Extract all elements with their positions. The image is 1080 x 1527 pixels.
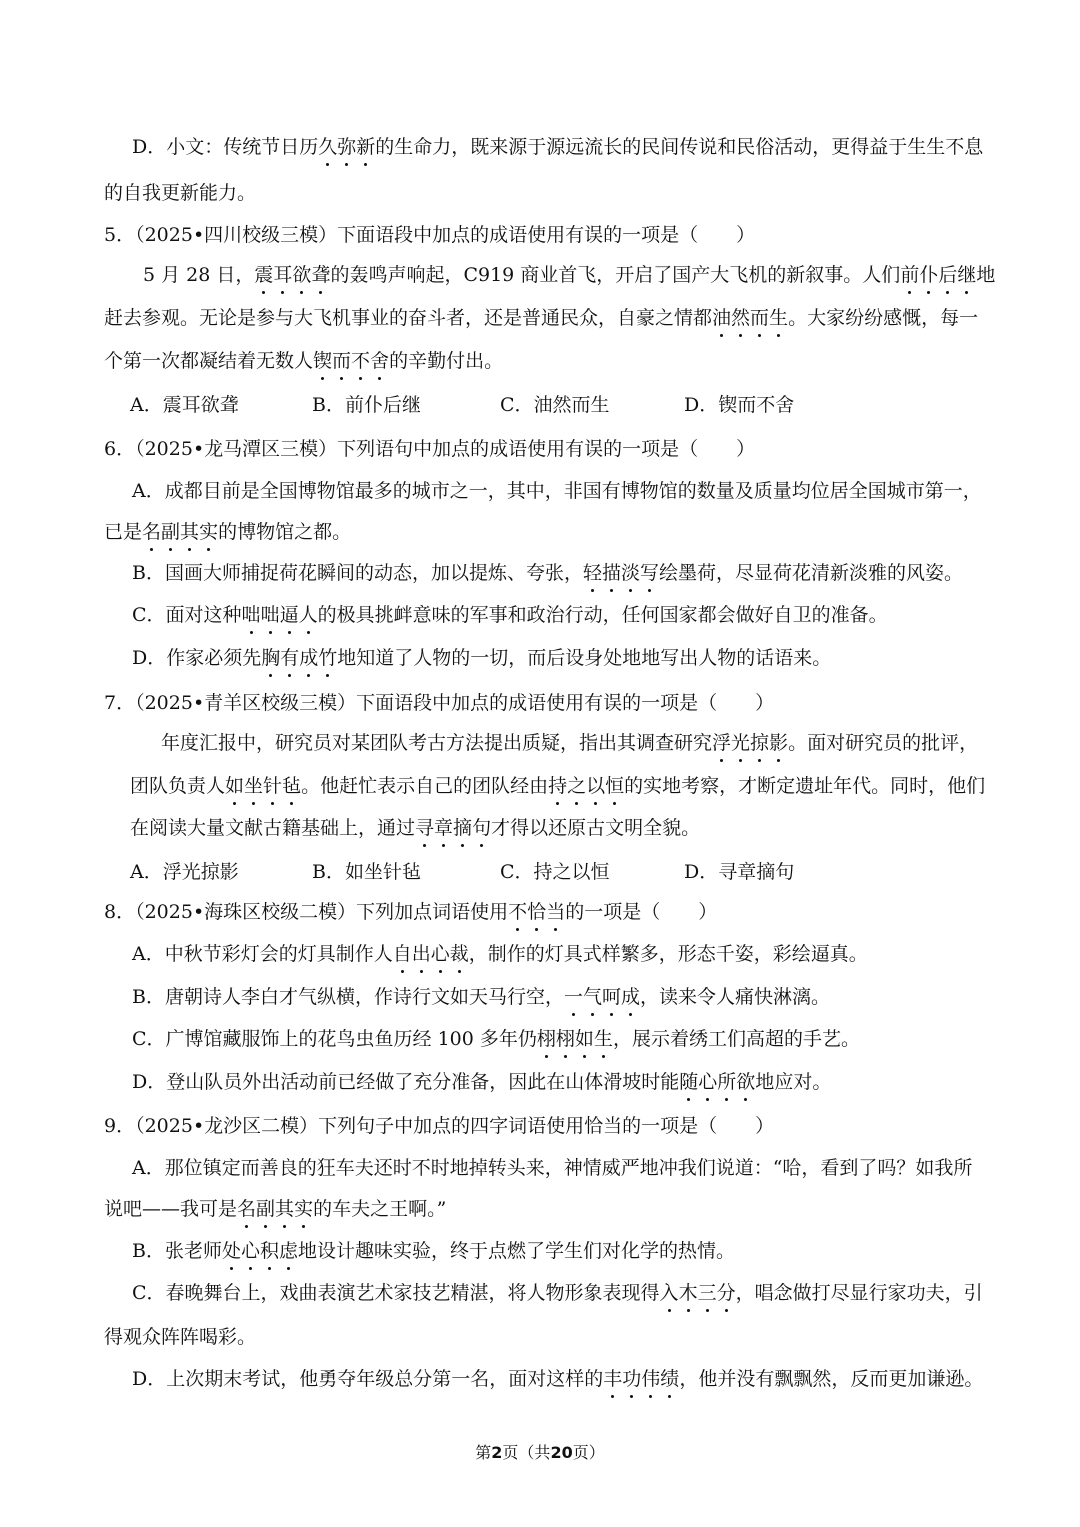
text-line (132, 560, 963, 586)
text-segment: 7．（2025•青羊区校级三模）下面语段中加点的成语使用有误的一项是（ ） (104, 692, 775, 714)
text-line (132, 602, 888, 628)
text-line (132, 1069, 831, 1095)
emphasized-idiom: 轻描淡写 (582, 562, 660, 584)
text-segment: 说吧——我可是 (104, 1198, 238, 1220)
text-segment: 地设计趣味实验，终于点燃了学生们对化学的热情。 (298, 1240, 736, 1262)
text-segment: 。面对研究员的批评， (788, 732, 979, 754)
text-segment: D．小文：传统节日历 (132, 136, 319, 158)
emphasized-idiom: 丰功伟绩 (603, 1368, 680, 1390)
text-segment: B．张老师 (132, 1240, 222, 1262)
page-number: 2 (491, 1443, 503, 1462)
text-line (132, 1280, 983, 1306)
text-line (132, 1366, 983, 1392)
text-segment: 的实地考察，才断定遗址年代。同时，他们 (624, 775, 986, 797)
text-line (104, 899, 717, 925)
text-line (161, 730, 978, 756)
text-segment: 5 月 28 日， (143, 264, 255, 286)
text-segment: 的博物馆之都。 (218, 521, 352, 543)
emphasized-idiom: 栩栩如生 (536, 1028, 613, 1050)
page-total: 20 (550, 1443, 573, 1462)
text-segment: C．面对这种 (132, 604, 242, 626)
text-segment: 的轰鸣声响起，C919 商业首飞，开启了国产大飞机的新叙事。人们 (330, 264, 901, 286)
emphasized-idiom: 持之以恒 (548, 775, 625, 797)
text-segment: B．国画大师捕捉荷花瞬间的动态，加以提炼、夸张， (132, 562, 583, 584)
emphasized-idiom: 浮光掠影 (712, 732, 789, 754)
footer-text: 第 (475, 1443, 492, 1462)
emphasized-idiom: 处心积虑 (221, 1240, 299, 1262)
text-segment: C．广博馆藏服饰上的花鸟虫鱼历经 100 多年仍 (132, 1028, 537, 1050)
text-line (104, 519, 351, 545)
text-segment: ，制作的灯具式样繁多，形态千姿，彩绘逼真。 (468, 943, 868, 965)
emphasized-idiom: 名副其实 (237, 1198, 314, 1220)
text-segment: 年度汇报中，研究员对某团队考古方法提出质疑，指出其调查研究 (161, 732, 713, 754)
text-line (104, 305, 978, 331)
text-line (132, 134, 983, 160)
text-line (130, 773, 985, 799)
text-line (132, 1026, 860, 1052)
text-line (132, 478, 982, 504)
footer-text: 页） (572, 1443, 605, 1462)
page-footer (0, 1442, 1080, 1464)
text-segment: 9．（2025•龙沙区二模）下列句子中加点的四字词语使用恰当的一项是（ ） (104, 1115, 775, 1137)
emphasized-idiom: 久弥新 (318, 136, 376, 158)
text-segment: 的极具挑衅意味的军事和政治行动，任何国家都会做好自卫的准备。 (317, 604, 888, 626)
text-segment: D．上次期末考试，他勇夺年级总分第一名，面对这样的 (132, 1368, 604, 1390)
text-segment: 的自我更新能力。 (104, 182, 257, 204)
text-segment: 团队负责人 (130, 775, 226, 797)
text-segment: 的辛勤付出。 (389, 350, 504, 372)
emphasized-idiom: 随心所欲 (679, 1071, 756, 1093)
footer-text: 页（共 (502, 1443, 551, 1462)
text-segment: 的生命力，既来源于源远流长的民间传说和民俗活动，更得益于生生不息 (375, 136, 984, 158)
text-segment: B．唐朝诗人李白才气纵横，作诗行文如天马行空， (132, 986, 564, 1008)
emphasized-idiom: 咄咄逼人 (241, 604, 318, 626)
text-segment: 6．（2025•龙马潭区三模）下列语句中加点的成语使用有误的一项是（ ） (104, 438, 756, 460)
text-line (143, 262, 995, 288)
text-segment: D．作家必须先 (132, 647, 262, 669)
text-segment: ，唱念做打尽显行家功夫，引 (735, 1282, 983, 1304)
text-segment: 地 (976, 264, 996, 286)
text-segment: 的车夫之王啊。” (313, 1198, 447, 1220)
text-line (104, 180, 256, 206)
emphasized-idiom: 如坐针毡 (225, 775, 302, 797)
emphasized-idiom: 胸有成竹 (261, 647, 338, 669)
text-segment: 赶去参观。无论是参与大飞机事业的奋斗者，还是普通民众，自豪之情都 (104, 307, 713, 329)
emphasized-idiom: 一气呵成 (563, 986, 641, 1008)
emphasized-idiom: 不恰当 (508, 901, 566, 923)
text-segment: A．那位镇定而善良的狂车夫还时不时地掉转头来，神情威严地冲我们说道：“哈，看到了吗？如我所 (132, 1157, 973, 1179)
text-segment: 个第一次都凝结着无数人 (104, 350, 314, 372)
text-line (132, 984, 830, 1010)
text-line (132, 645, 831, 671)
text-segment: 8．（2025•海珠区校级二模）下列加点词语使用 (104, 901, 509, 923)
text-segment: C．春晚舞台上，戏曲表演艺术家技艺精湛，将人物形象表现得 (132, 1282, 660, 1304)
answer-option: D．锲而不舍 (684, 394, 795, 416)
emphasized-idiom: 震耳欲聋 (254, 264, 331, 286)
answer-option: C．持之以恒 (500, 861, 610, 883)
text-line (132, 1238, 735, 1264)
text-segment: 地知道了人物的一切，而后设身处地地写出人物的话语来。 (337, 647, 832, 669)
answer-option: B．前仆后继 (312, 394, 421, 416)
answer-option: C．油然而生 (500, 394, 610, 416)
text-segment: 才得以还原古文明全貌。 (491, 817, 701, 839)
text-segment: ，他并没有飘飘然，反而更加谦逊。 (679, 1368, 984, 1390)
text-segment: 绘墨荷，尽显荷花清新淡雅的风姿。 (659, 562, 964, 584)
answer-option: A．震耳欲聋 (130, 394, 239, 416)
text-segment: D．登山队员外出活动前已经做了充分准备，因此在山体滑坡时能 (132, 1071, 680, 1093)
emphasized-idiom: 寻章摘句 (415, 817, 492, 839)
emphasized-idiom: 自出心裁 (392, 943, 469, 965)
emphasized-idiom: 前仆后继 (900, 264, 977, 286)
text-line (130, 815, 700, 841)
text-segment: 的一项是（ ） (565, 901, 718, 923)
answer-option: A．浮光掠影 (130, 861, 239, 883)
text-segment: 。大家纷纷感慨，每一 (788, 307, 979, 329)
text-line (104, 690, 774, 716)
text-segment: 5．（2025•四川校级三模）下面语段中加点的成语使用有误的一项是（ ） (104, 224, 756, 246)
text-segment: ，展示着绣工们高超的手艺。 (612, 1028, 860, 1050)
text-segment: ，读来令人痛快淋漓。 (640, 986, 831, 1008)
text-segment: A．成都目前是全国博物馆最多的城市之一，其中，非国有博物馆的数量及质量均位居全国城市第一， (132, 480, 982, 502)
text-line (104, 436, 755, 462)
text-line (132, 1155, 972, 1181)
text-segment: 。他赶忙表示自己的团队经由 (301, 775, 549, 797)
answer-option: B．如坐针毡 (312, 861, 421, 883)
answer-option: D．寻章摘句 (684, 861, 795, 883)
text-line (104, 1113, 774, 1139)
text-line (104, 1196, 446, 1222)
emphasized-idiom: 名副其实 (142, 521, 219, 543)
text-segment: 得观众阵阵喝彩。 (104, 1326, 257, 1348)
text-line (104, 1324, 256, 1350)
text-segment: 已是 (104, 521, 143, 543)
text-segment: A．中秋节彩灯会的灯具制作人 (132, 943, 393, 965)
emphasized-idiom: 入木三分 (659, 1282, 736, 1304)
text-segment: 在阅读大量文献古籍基础上，通过 (130, 817, 416, 839)
text-segment: 地应对。 (755, 1071, 832, 1093)
text-line (104, 348, 503, 374)
emphasized-idiom: 油然而生 (712, 307, 789, 329)
text-line (132, 941, 868, 967)
emphasized-idiom: 锲而不舍 (313, 350, 390, 372)
text-line (104, 222, 755, 248)
